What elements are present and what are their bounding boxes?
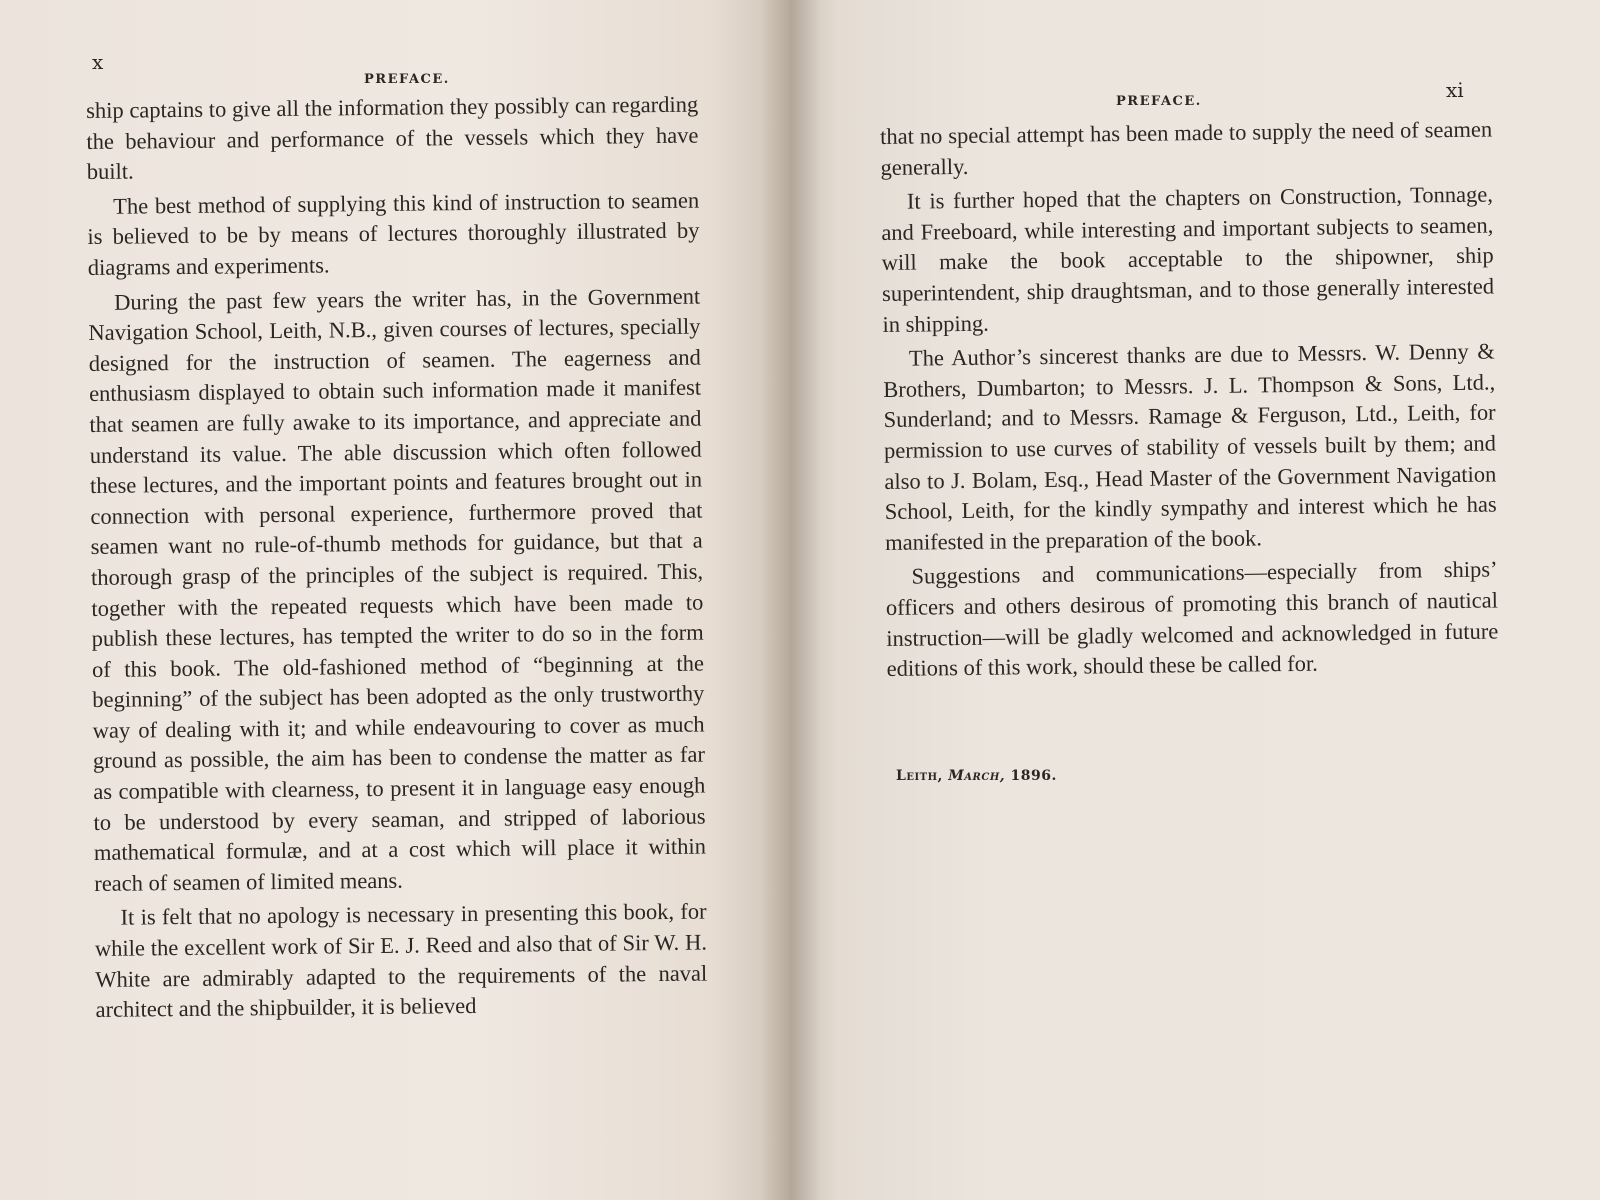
- paragraph: The best method of supplying this kind of instruction to seamen is believed to be by means of lectures thoroughly illustrated by diagrams and experiments.: [87, 187, 700, 280]
- right-page: [790, 0, 1600, 1200]
- left-page: [0, 0, 790, 1200]
- paragraph: It is felt that no apology is necessary in presenting this book, for while the excellent work of Sir E. J. Reed and also that of Sir W. H. White are admirably adapted to the requirements of the naval architect and the shipbuilder, it is believed: [94, 898, 708, 1023]
- paragraph: that no special attempt has been made to supply the need of seamen generally.: [880, 116, 1493, 180]
- left-page-text: [86, 90, 708, 1026]
- right-page-number: xi: [1446, 78, 1464, 102]
- signature-place: Leith,: [896, 768, 943, 784]
- signature-year: 1896.: [1010, 768, 1057, 784]
- paragraph: It is further hoped that the chapters on Construction, Tonnage, and Freeboard, while interesting and important subjects to seamen, will make the book acceptable to the shipowner, ship superintendent, ship draughtsman, and to those generally interested in shipping.: [881, 181, 1495, 337]
- preface-signature: [896, 768, 1057, 784]
- paragraph: ship captains to give all the information they possibly can regarding the behaviour and performance of the vessels which they have built.: [86, 91, 699, 185]
- paragraph: The Author’s sincerest thanks are due to Messrs. W. Denny & Brothers, Dumbarton; to Messrs. J. L. Thompson & Sons, Ltd., Sunderland; and to Messrs. Ramage & Ferguson, Ltd., Leith, for permission to use curves of stability of vessels built by them; and also to J. Bolam, Esq., Head Master of the Government Navigation School, Leith, for the kindly sympathy and interest which he has manifested in the preparation of the book.: [883, 338, 1497, 555]
- right-running-head: PREFACE.: [1116, 94, 1202, 109]
- paragraph: During the past few years the writer has, in the Government Navigation School, Leith, N.B., given courses of lectures, specially designed for the instruction of seamen. The eagerness and enthusiasm displayed to obtain such information made it manifest that seamen are fully awake to its importance, and appreciate and understand its value. The able discussion which often followed these lectures, and the important points and features brought out in connection with personal experience, furthermore proved that seamen want no rule-of-thumb methods for guidance, but that a thorough grasp of the principles of the subject is required. This, together with the repeated requests which have been made to publish these lectures, has tempted the writer to do so in the form of this book. The old-fashioned method of “beginning at the beginning” of the subject has been adopted as the only trustworthy way of dealing with it; and while endeavouring to cover as much ground as possible, the aim has been to condense the matter as far as compatible with clearness, to present it in language easy enough to be understood by every seaman, and stripped of laborious mathematical formulæ, and at a cost which will place it within reach of seamen of limited means.: [88, 283, 707, 896]
- left-running-head: PREFACE.: [364, 72, 450, 87]
- right-page-text: [880, 115, 1499, 685]
- paragraph: Suggestions and communications—especially from ships’ officers and others desirous of promoting this branch of nautical instruction—will be gladly welcomed and acknowledged in future editions of this work, should these be called for.: [885, 556, 1499, 682]
- left-page-number: x: [92, 50, 104, 74]
- signature-month: March,: [948, 768, 1006, 784]
